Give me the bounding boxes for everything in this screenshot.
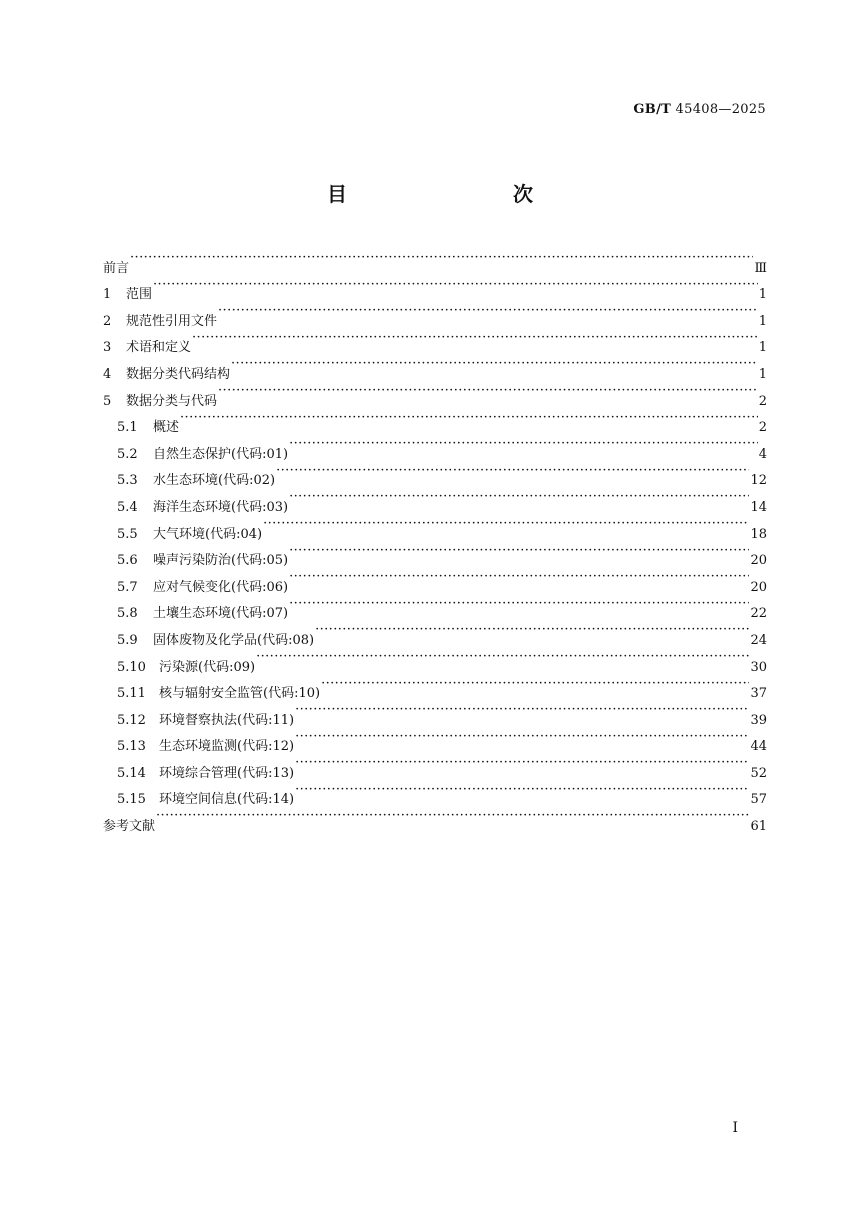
page-number: I — [732, 1120, 738, 1136]
toc-entry-number: 5.14 — [117, 765, 146, 781]
toc-entry-page: 37 — [750, 686, 767, 702]
toc-dot-leader — [289, 484, 749, 511]
toc-entry-page: 24 — [750, 632, 767, 648]
toc-entry-title: 海洋生态环境(代码:03) — [153, 499, 289, 515]
toc-entry-number: 5.6 — [117, 553, 138, 569]
toc-entry[interactable] — [103, 245, 767, 276]
toc-dot-leader — [231, 351, 758, 378]
toc-list — [103, 245, 767, 835]
toc-entry[interactable] — [103, 351, 767, 382]
toc-entry-page: 14 — [750, 499, 767, 515]
toc-dot-leader — [256, 644, 749, 671]
toc-entry-page: 1 — [758, 287, 767, 303]
toc-entry-title: 大气环境(代码:04) — [153, 526, 263, 542]
toc-dot-leader — [180, 405, 758, 432]
toc-entry-number: 5 — [103, 393, 112, 409]
toc-entry-title: 生态环境监测(代码:12) — [159, 739, 295, 755]
toc-entry-page: 22 — [750, 606, 767, 622]
toc-entry-number: 5.9 — [117, 632, 138, 648]
toc-entry-number: 2 — [103, 313, 112, 329]
toc-entry-title: 土壤生态环境(代码:07) — [153, 606, 289, 622]
toc-entry[interactable] — [103, 272, 767, 303]
toc-entry-title: 数据分类代码结构 — [126, 366, 231, 382]
toc-entry-number: 5.1 — [117, 420, 138, 436]
toc-title: 目 次 — [327, 182, 575, 206]
toc-dot-leader — [263, 511, 749, 538]
toc-entry-title: 应对气候变化(代码:06) — [153, 579, 289, 595]
toc-entry-number: 5.11 — [117, 686, 146, 702]
toc-entry-page: 2 — [758, 393, 767, 409]
toc-entry-page: 1 — [758, 313, 767, 329]
toc-dot-leader — [289, 564, 749, 591]
toc-entry-page: 52 — [750, 765, 767, 781]
toc-entry-page: 44 — [750, 739, 767, 755]
toc-entry[interactable] — [103, 803, 767, 835]
toc-entry-page: 30 — [750, 659, 767, 675]
toc-entry-title: 前言 — [103, 260, 130, 276]
toc-entry-page: 18 — [750, 526, 767, 542]
toc-entry-page: 20 — [750, 579, 767, 595]
toc-dot-leader — [295, 724, 749, 751]
toc-entry-title: 数据分类与代码 — [126, 393, 218, 409]
toc-dot-leader — [295, 697, 749, 724]
toc-dot-leader — [315, 617, 749, 644]
toc-entry-title: 环境综合管理(代码:13) — [159, 765, 295, 781]
toc-entry-number: 5.2 — [117, 446, 138, 462]
toc-entry-number: 5.3 — [117, 473, 138, 489]
toc-dot-leader — [289, 431, 758, 458]
toc-dot-leader — [130, 245, 753, 272]
toc-entry-page: 1 — [758, 366, 767, 382]
toc-entry-page: 1 — [758, 340, 767, 356]
toc-entry-page: 39 — [750, 712, 767, 728]
toc-entry-number: 5.15 — [117, 792, 146, 808]
toc-entry-page: 4 — [758, 446, 767, 462]
toc-dot-leader — [289, 538, 749, 565]
toc-entry-number: 5.4 — [117, 499, 138, 515]
toc-dot-leader — [192, 325, 758, 352]
toc-entry[interactable] — [103, 431, 767, 462]
toc-entry-title: 噪声污染防治(代码:05) — [153, 553, 289, 569]
toc-entry-page: 61 — [750, 819, 767, 835]
toc-entry-number: 5.7 — [117, 579, 138, 595]
toc-entry-page: 12 — [750, 473, 767, 489]
toc-entry[interactable] — [103, 325, 767, 356]
toc-entry-page: Ⅲ — [754, 260, 767, 276]
toc-dot-leader — [321, 671, 749, 698]
toc-entry-number: 4 — [103, 366, 112, 382]
toc-entry-number: 3 — [103, 340, 112, 356]
toc-entry-title: 参考文献 — [103, 819, 156, 835]
toc-entry-number: 5.13 — [117, 739, 146, 755]
toc-entry-title: 环境空间信息(代码:14) — [159, 792, 295, 808]
toc-entry[interactable] — [103, 405, 767, 436]
toc-entry-title: 环境督察执法(代码:11) — [159, 712, 295, 728]
toc-entry-page: 2 — [758, 420, 767, 436]
toc-dot-leader — [295, 777, 749, 804]
toc-dot-leader — [218, 298, 758, 325]
toc-entry[interactable] — [103, 298, 767, 329]
toc-entry-title: 核与辐射安全监管(代码:10) — [159, 686, 321, 702]
toc-entry-title: 自然生态保护(代码:01) — [153, 446, 289, 462]
toc-dot-leader — [295, 750, 749, 777]
toc-entry-number: 5.12 — [117, 712, 146, 728]
toc-entry-title: 术语和定义 — [126, 340, 192, 356]
toc-entry-number: 5.10 — [117, 659, 146, 675]
toc-entry-number: 5.8 — [117, 606, 138, 622]
toc-entry-page: 20 — [750, 553, 767, 569]
toc-dot-leader — [276, 458, 749, 485]
toc-entry-title: 规范性引用文件 — [126, 313, 218, 329]
toc-entry-title: 固体废物及化学品(代码:08) — [153, 632, 315, 648]
toc-dot-leader — [289, 591, 749, 618]
toc-dot-leader — [156, 803, 749, 830]
standard-code — [633, 102, 766, 117]
toc-dot-leader — [153, 272, 758, 299]
toc-entry-page: 57 — [750, 792, 767, 808]
toc-entry-title: 水生态环境(代码:02) — [153, 473, 276, 489]
toc-entry-title: 概述 — [153, 420, 180, 436]
toc-dot-leader — [218, 378, 758, 405]
toc-entry-number: 1 — [103, 287, 112, 303]
toc-entry-title: 污染源(代码:09) — [159, 659, 256, 675]
standard-number: 45408—2025 — [675, 102, 766, 117]
standard-prefix: GB/T — [633, 102, 672, 117]
toc-entry-number: 5.5 — [117, 526, 138, 542]
toc-entry-title: 范围 — [126, 287, 153, 303]
